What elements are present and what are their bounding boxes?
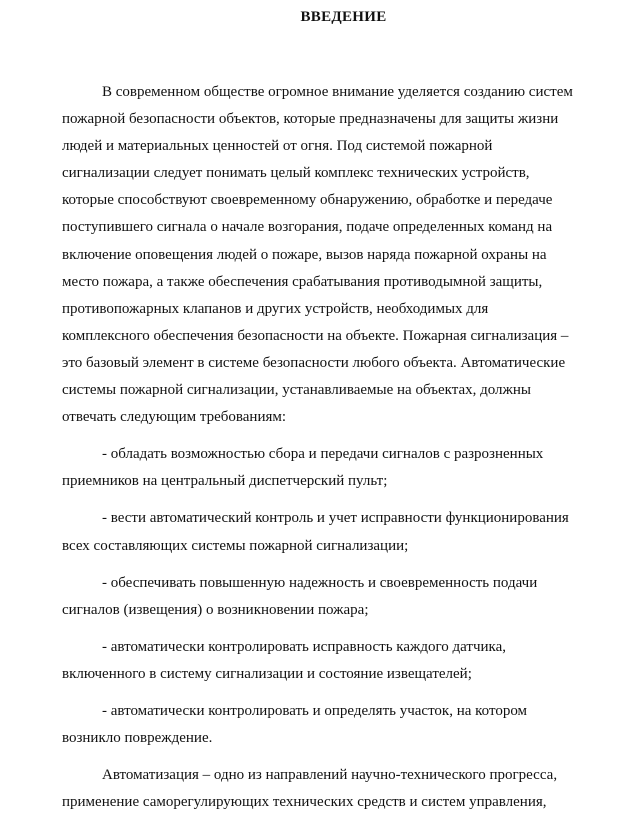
requirement-item <box>62 505 609 559</box>
text-line: применение саморегулирующих технических средств и систем управления, <box>62 794 547 811</box>
text-line: которые способствуют своевременному обнаружению, обработке и передаче <box>62 192 553 209</box>
text-line: В современном обществе огромное внимание уделяется созданию систем <box>102 84 573 100</box>
text-line: включенного в систему сигнализации и состояние извещателей; <box>62 665 472 682</box>
text-line: Автоматизация – одно из направлений научно-технического прогресса, <box>102 767 558 784</box>
text-line: сигнализации следует понимать целый комплекс технических устройств, <box>62 165 530 182</box>
text-line: - автоматически контролировать исправность каждого датчика, <box>102 638 507 655</box>
text-line: пожарной безопасности объектов, которые предназначены для защиты жизни <box>62 111 559 128</box>
text-line: всех составляющих системы пожарной сигнализации; <box>62 537 409 554</box>
closing-paragraph <box>62 762 609 816</box>
text-line: возникло повреждение. <box>62 730 213 747</box>
text-line: противопожарных клапанов и других устройств, необходимых для <box>62 300 489 317</box>
text-line: - вести автоматический контроль и учет исправности функционирования <box>102 510 569 527</box>
text-line: людей и материальных ценностей от огня. Под системой пожарной <box>62 138 493 155</box>
requirement-item <box>62 698 609 752</box>
text-line: отвечать следующим требованиям: <box>62 409 287 426</box>
intro-paragraph <box>62 79 609 431</box>
text-line: поступившего сигнала о начале возгорания, подаче определенных команд на <box>62 219 553 236</box>
text-line: системы пожарной сигнализации, устанавливаемые на объектах, должны <box>62 382 531 399</box>
text-line: место пожара, а также обеспечения срабатывания противодымной защиты, <box>62 273 543 290</box>
requirement-item <box>62 570 609 624</box>
text-line: - обеспечивать повышенную надежность и своевременность подачи <box>102 574 538 591</box>
page-title: ВВЕДЕНИЕ <box>300 9 387 25</box>
requirement-item <box>62 441 609 495</box>
text-line: включение оповещения людей о пожаре, вызов наряда пожарной охраны на <box>62 246 547 263</box>
text-line: это базовый элемент в системе безопасности любого объекта. Автоматические <box>62 354 566 371</box>
text-line: комплексного обеспечения безопасности на объекте. Пожарная сигнализация – <box>62 327 569 344</box>
text-line: сигналов (извещения) о возникновении пожара; <box>62 601 369 618</box>
text-line: приемников на центральный диспетчерский пульт; <box>62 473 388 490</box>
text-line: - обладать возможностью сбора и передачи сигналов с разрозненных <box>102 446 544 463</box>
text-line: - автоматически контролировать и определять участок, на котором <box>102 702 528 719</box>
requirement-item <box>62 634 609 688</box>
